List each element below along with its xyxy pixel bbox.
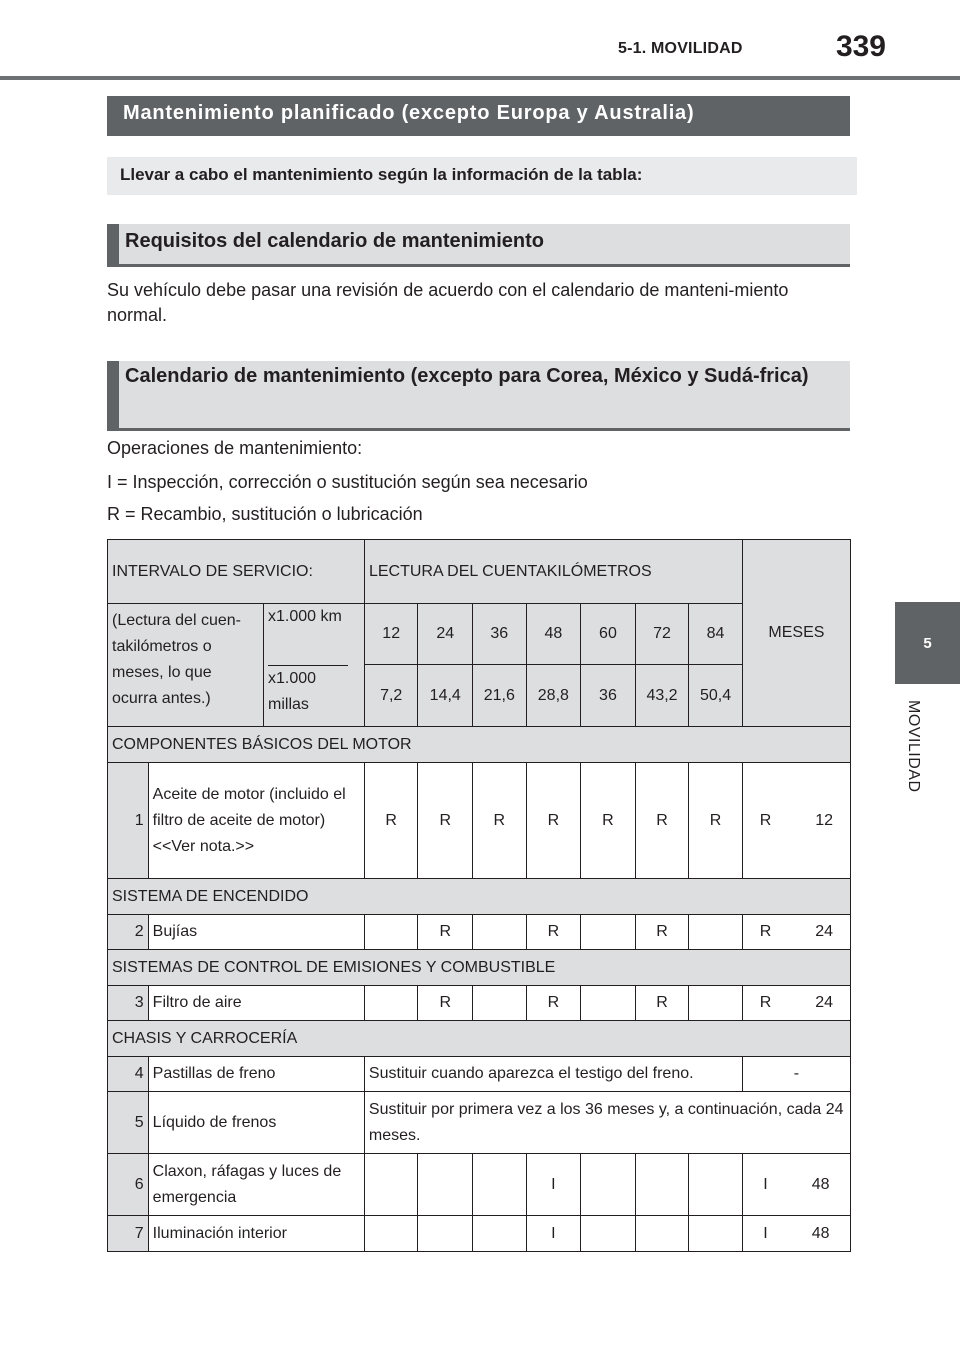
row-note: Sustituir cuando aparezca el testigo del freno. [364,1057,742,1092]
section-heading-schedule: Calendario de mantenimiento (excepto para Corea, México y Sudá-frica) [107,361,850,431]
service-cell [364,1154,418,1216]
km-cell: 24 [418,604,473,665]
service-cell: R [526,915,581,950]
service-cell: R [635,915,689,950]
months-header: MESES [742,540,850,727]
mile-cell: 7,2 [364,665,418,727]
service-cell [364,1216,418,1252]
row-item: Bujías [148,915,364,950]
miles-unit: x1.000 millas [268,669,317,713]
row-item: Iluminación interior [148,1216,364,1252]
km-cell: 84 [689,604,743,665]
service-cell: R [364,763,418,879]
service-cell [473,915,527,950]
service-cell: R [689,763,743,879]
row-7-mark: R [759,811,772,829]
service-cell: R [418,915,473,950]
service-cell: R [418,763,473,879]
chapter-side-label [892,700,932,830]
service-cell [418,1216,473,1252]
maintenance-table [107,539,851,727]
row-number: 4 [108,1057,149,1092]
service-cell [581,1154,636,1216]
service-cell [689,1154,743,1216]
months-cell [742,986,850,1021]
service-cell [581,986,636,1021]
page-number: 339 [835,30,886,63]
row-number: 7 [108,1216,149,1252]
service-cell [473,1216,527,1252]
months-cell [742,915,850,950]
km-cell: 72 [635,604,689,665]
legend-inspection: I = Inspección, corrección o sustitución según sea necesario [107,472,588,492]
service-cell [364,915,418,950]
months-value: 48 [811,1175,830,1193]
row-note: Sustituir por primera vez a los 36 meses y, a continuación, cada 24 meses. [364,1092,850,1154]
page-title: Mantenimiento planificado (excepto Europa y Australia) [107,96,850,136]
service-cell [473,1154,527,1216]
service-cell: R [473,763,527,879]
group-emissions: SISTEMAS DE CONTROL DE EMISIONES Y COMBUSTIBLE [108,950,851,986]
mile-cell: 50,4 [689,665,743,727]
interval-label: INTERVALO DE SERVICIO: [108,540,365,604]
reading-note-text: (Lectura del cuen-takilómetros o meses, lo que ocurra antes.) [112,612,241,707]
row-item: Aceite de motor (incluido el filtro de aceite de motor) <<Ver nota.>> [148,763,364,879]
months-cell [742,763,850,879]
service-cell: R [635,763,689,879]
service-cell [418,1154,473,1216]
service-cell [581,1216,636,1252]
row-item: Filtro de aire [148,986,364,1021]
row-number: 2 [108,915,149,950]
service-cell [689,1216,743,1252]
service-cell: I [526,1154,581,1216]
months-cell [742,1216,850,1252]
row-7-mark: I [763,1175,768,1193]
months-value: 24 [815,923,834,940]
legend-replacement: R = Recambio, sustitución o lubricación [107,504,423,524]
km-cell: 12 [364,604,418,665]
service-cell: I [526,1216,581,1252]
section-heading-requirements: Requisitos del calendario de mantenimiento [107,224,850,267]
km-unit: x1.000 km [268,604,348,666]
service-cell: R [418,986,473,1021]
service-cell [689,915,743,950]
months-value: - [742,1057,850,1092]
row-item: Pastillas de freno [148,1057,364,1092]
intro-heading: Llevar a cabo el mantenimiento según la información de la tabla: [107,157,857,195]
service-cell [581,915,636,950]
service-cell [635,1216,689,1252]
row-number: 3 [108,986,149,1021]
row-number: 5 [108,1092,149,1154]
service-cell [364,986,418,1021]
row-number: 1 [108,763,149,879]
group-ignition: SISTEMA DE ENCENDIDO [108,879,851,915]
header-divider [0,76,960,80]
row-7-mark: R [759,923,772,940]
mile-cell: 14,4 [418,665,473,727]
operations-title: Operaciones de mantenimiento: [107,438,363,458]
mile-cell: 28,8 [526,665,581,727]
service-cell: R [635,986,689,1021]
km-cell: 60 [581,604,636,665]
service-cell [473,986,527,1021]
row-7-mark: R [759,994,772,1011]
months-value: 24 [815,994,834,1011]
group-engine: COMPONENTES BÁSICOS DEL MOTOR [108,727,851,763]
months-value: 48 [811,1224,830,1242]
row-number: 6 [108,1154,149,1216]
section-label: 5-1. MOVILIDAD [618,40,743,57]
km-cell: 48 [526,604,581,665]
row-item: Claxon, ráfagas y luces de emergencia [148,1154,364,1216]
mile-cell: 21,6 [473,665,527,727]
months-value: 12 [815,811,834,829]
service-cell: R [526,763,581,879]
requirements-text: Su vehículo debe pasar una revisión de acuerdo con el calendario de manteni-miento normal. [107,280,789,325]
service-cell: R [526,986,581,1021]
chapter-tab-number: 5 [923,634,932,652]
mile-cell: 43,2 [635,665,689,727]
km-cell: 36 [473,604,527,665]
service-cell: R [581,763,636,879]
service-cell [689,986,743,1021]
row-7-mark: I [763,1224,768,1242]
service-cell [635,1154,689,1216]
group-chassis: CHASIS Y CARROCERÍA [108,1021,851,1057]
chapter-tab [895,602,960,684]
chapter-side-text: MOVILIDAD [905,700,922,793]
reading-note [108,604,365,727]
months-cell [742,1154,850,1216]
mile-cell: 36 [581,665,636,727]
row-item: Líquido de frenos [148,1092,364,1154]
maintenance-table-body [107,726,851,1252]
odometer-label: LECTURA DEL CUENTAKILÓMETROS [364,540,742,604]
